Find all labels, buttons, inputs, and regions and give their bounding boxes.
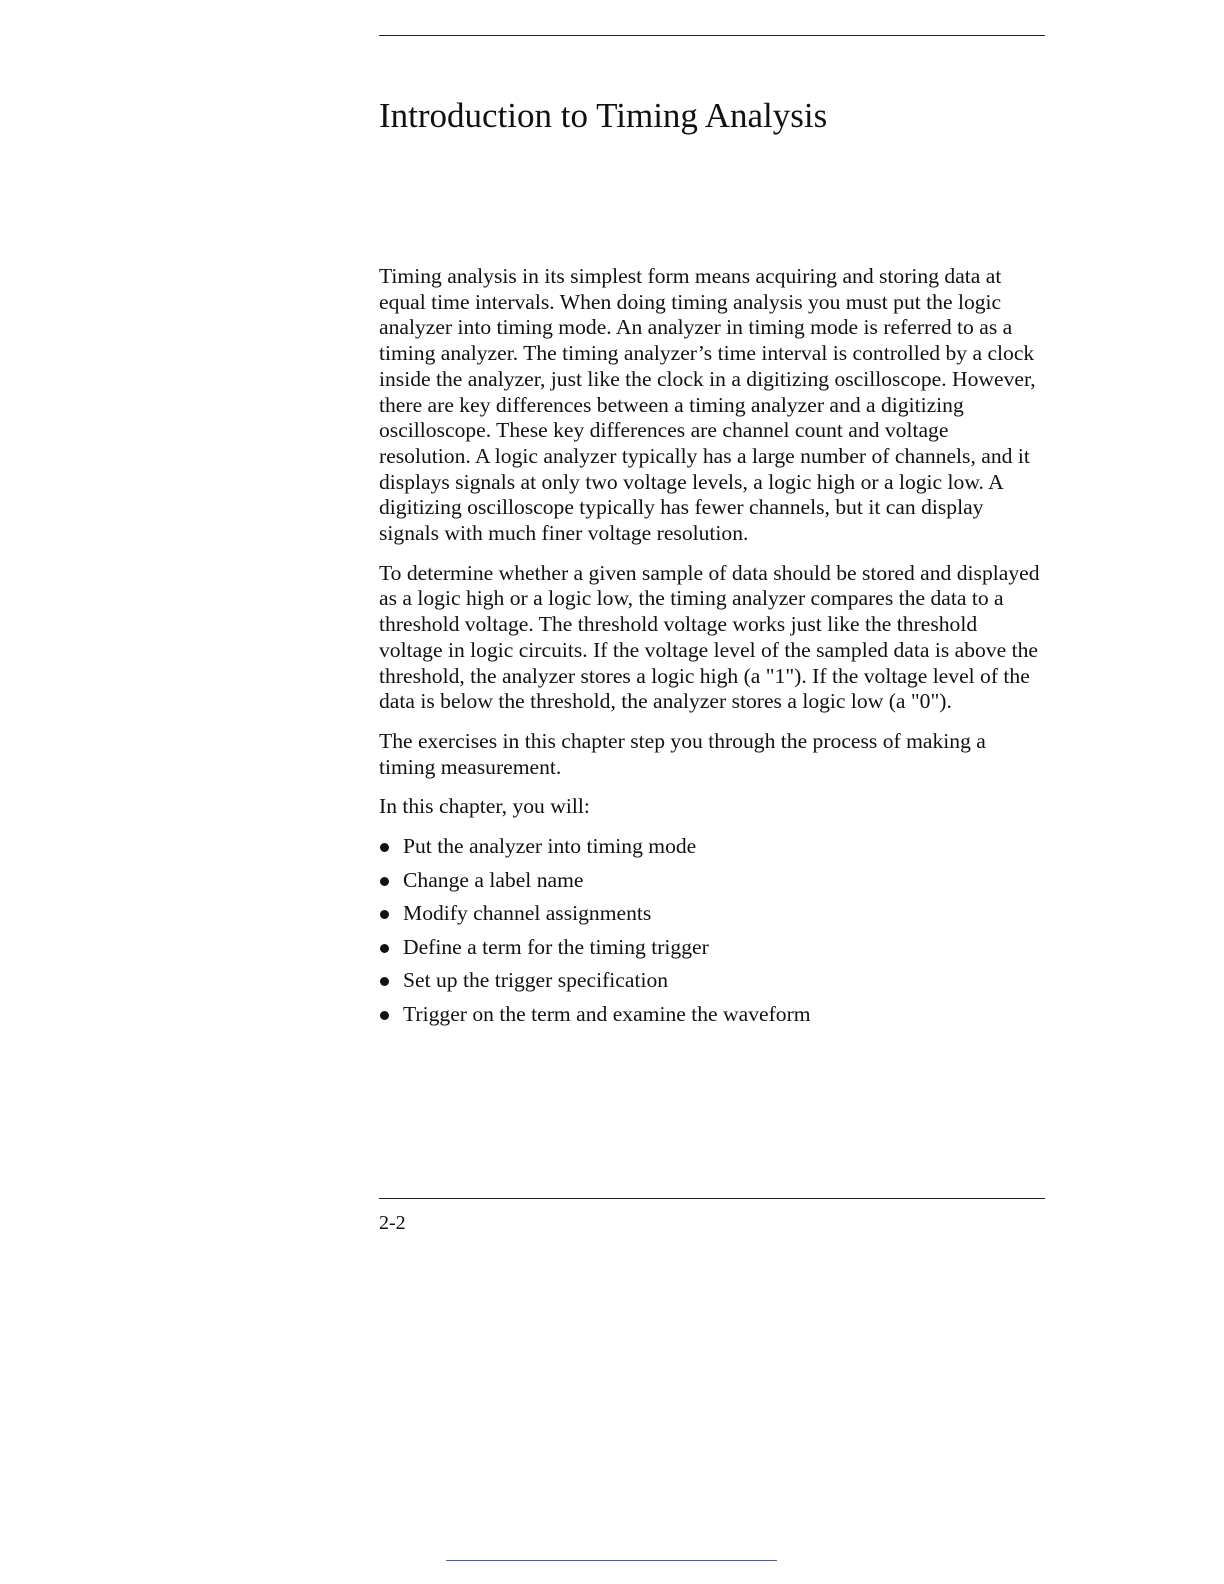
bullet-icon: [380, 877, 389, 886]
list-item: [379, 1002, 1045, 1036]
footer-link-underline[interactable]: [446, 1560, 777, 1561]
paragraph-3: The exercises in this chapter step you through the process of making a timing measurement.: [379, 728, 986, 779]
list-item-text: Change a label name: [403, 867, 584, 892]
list-item: [379, 901, 1045, 935]
list-item: [379, 868, 1045, 902]
list-item-text: Trigger on the term and examine the waveform: [403, 1001, 811, 1026]
list-item: [379, 968, 1045, 1002]
list-item-text: Modify channel assignments: [403, 901, 652, 926]
bottom-rule: [379, 1198, 1045, 1199]
list-intro: In this chapter, you will:: [379, 794, 590, 819]
list-item-text: Define a term for the timing trigger: [403, 934, 709, 959]
chapter-task-list: [379, 834, 1045, 1035]
list-item: [379, 834, 1045, 868]
bullet-icon: [380, 977, 389, 986]
list-item-text: Set up the trigger specification: [403, 968, 669, 993]
list-item: [379, 935, 1045, 969]
page-title: Introduction to Timing Analysis: [379, 96, 828, 135]
top-rule: [379, 35, 1045, 36]
paragraph-2: To determine whether a given sample of data should be stored and displayed as a logic high or a logic low, the timing analyzer compares the data to a threshold voltage. The threshold voltage works just like the threshold voltage in logic circuits. If the voltage level of the sampled data is above the threshold, the analyzer stores a logic high (a "1"). If the voltage level of the data is below the threshold, the analyzer stores a logic low (a "0").: [379, 560, 1040, 714]
bullet-icon: [380, 944, 389, 953]
bullet-icon: [380, 910, 389, 919]
paragraph-1: Timing analysis in its simplest form means acquiring and storing data at equal time intervals. When doing timing analysis you must put the logic analyzer into timing mode. An analyzer in timing mode is referred to as a timing analyzer. The timing analyzer’s time interval is controlled by a clock inside the analyzer, just like the clock in a digitizing oscilloscope. However, there are key differences between a timing analyzer and a digitizing oscilloscope. These key differences are channel count and voltage resolution. A logic analyzer typically has a large number of channels, and it displays signals at only two voltage levels, a logic high or a logic low. A digitizing oscilloscope typically has fewer channels, but it can display signals with much finer voltage resolution.: [379, 264, 1036, 546]
list-item-text: Put the analyzer into timing mode: [403, 834, 697, 859]
body-text: [379, 264, 1045, 1035]
bullet-icon: [380, 843, 389, 852]
page-number: 2-2: [379, 1212, 406, 1234]
bullet-icon: [380, 1011, 389, 1020]
